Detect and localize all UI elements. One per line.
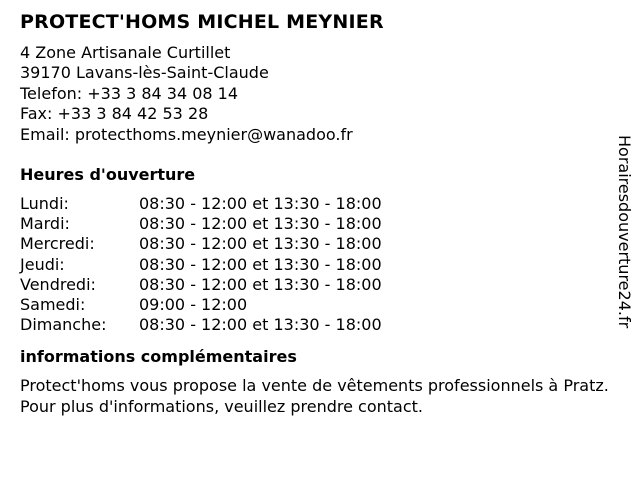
day-label: Mardi: (20, 214, 70, 234)
hours-row-saturday (20, 295, 610, 315)
hours-row-sunday (20, 315, 610, 335)
hours-row-thursday (20, 255, 610, 275)
additional-info-heading: informations complémentaires (20, 347, 297, 367)
hours-row-wednesday (20, 234, 610, 254)
opening-hours-heading: Heures d'ouverture (20, 165, 196, 185)
hours-value: 08:30 - 12:00 et 13:30 - 18:00 (139, 274, 382, 294)
hours-value: 08:30 - 12:00 et 13:30 - 18:00 (139, 234, 382, 254)
hours-row-friday (20, 275, 610, 295)
day-label: Lundi: (20, 194, 69, 214)
site-watermark: Horairesdouverture24.fr (615, 135, 634, 329)
email-line (20, 125, 610, 145)
address-line-1: 4 Zone Artisanale Curtillet (20, 43, 231, 62)
day-label: Vendredi: (20, 274, 96, 294)
fax-number: Fax: +33 3 84 42 53 28 (20, 104, 209, 124)
business-name: PROTECT'HOMS MICHEL MEYNIER (20, 11, 384, 33)
opening-hours-table (20, 194, 610, 335)
day-label: Mercredi: (20, 234, 95, 254)
day-label: Dimanche: (20, 315, 107, 335)
day-label: Samedi: (20, 295, 86, 315)
email-label: Email: (20, 124, 75, 144)
additional-info-text: Protect'homs vous propose la vente de vêtements professionnels à Pratz. Pour plus d'informations, veuillez prendre contact. (20, 376, 609, 416)
business-card (20, 10, 610, 417)
day-label: Jeudi: (20, 254, 65, 274)
hours-value: 08:30 - 12:00 et 13:30 - 18:00 (139, 254, 382, 274)
hours-value: 09:00 - 12:00 (139, 295, 248, 315)
hours-value: 08:30 - 12:00 et 13:30 - 18:00 (139, 315, 382, 335)
hours-value: 08:30 - 12:00 et 13:30 - 18:00 (139, 194, 382, 214)
phone-number: Telefon: +33 3 84 34 08 14 (20, 83, 239, 103)
contact-block (20, 43, 610, 145)
hours-value: 08:30 - 12:00 et 13:30 - 18:00 (139, 214, 382, 234)
hours-row-monday (20, 194, 610, 214)
email-address[interactable]: protecthoms.meynier@wanadoo.fr (74, 124, 353, 144)
hours-row-tuesday (20, 214, 610, 234)
address-line-2: 39170 Lavans-lès-Saint-Claude (20, 63, 269, 83)
